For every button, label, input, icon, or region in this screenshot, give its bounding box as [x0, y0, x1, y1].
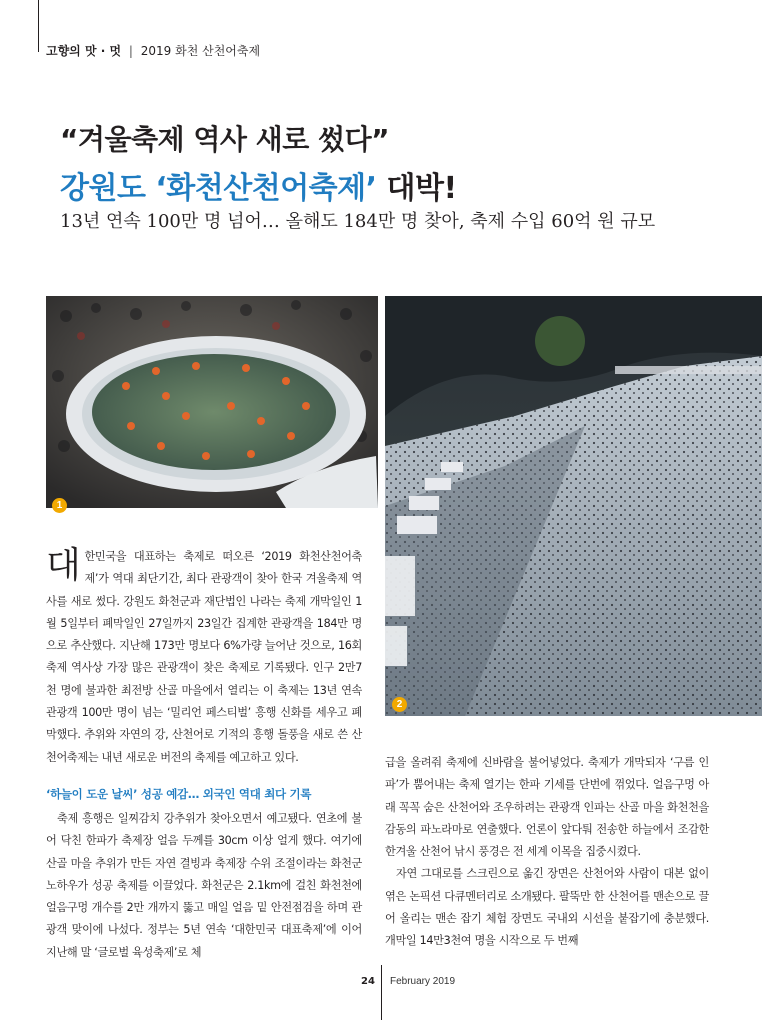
body-paragraph-2 — [46, 808, 362, 964]
paragraph-text: 축제 흥행은 일찌감치 강추위가 찾아오면서 예고됐다. 연초에 불어 닥친 한파가 축제장 얼음 두께를 30cm 이상 얼게 했다. 여기에 산골 마을 추위가 만든 자연 결빙과 축제장 수위 조절이라는 화천군 노하우가 성공 축제를 이끌었다. 화천군은 2.1km에 걸친 화천천에 얼음구멍 개수를 2만 개까지 뚫고 매일 얼음 밑 안전점검을 하며 관광객 맞이에 나섰다. 정부는 5년 연속 ‘대한민국 대표축제’에 이어 지난해 말 ‘글로벌 육성축제’로 체 — [46, 812, 362, 959]
photo1-number-badge: 1 — [52, 498, 67, 513]
issue-date: February 2019 — [390, 976, 456, 987]
section-topic: 2019 화천 산천어축제 — [140, 44, 261, 58]
headline-subtitle: 13년 연속 100만 명 넘어… 올해도 184만 명 찾아, 축제 수입 60억 원 규모 — [60, 211, 656, 232]
headline-line2 — [60, 163, 457, 207]
page-number: 24 — [361, 976, 375, 987]
right-paragraph-2: 자연 그대로를 스크린으로 옮긴 장면은 산천어와 사람이 대본 없이 엮은 논픽션 다큐멘터리로 소개됐다. 팔뚝만 한 산천어를 맨손으로 끌어 올리는 맨손 잡기 체험 장면도 국내외 시선을 붙잡기에 충분했다. 개막일 14만3천여 명을 시작으로 두 번째 — [385, 867, 709, 948]
photo-frozen-river-crowd — [385, 296, 762, 716]
headline-festival-name: 강원도 ‘화천산천어축제’ — [60, 171, 377, 206]
headline-exclaim: 대박! — [376, 171, 457, 206]
photo2-number-badge: 2 — [392, 697, 407, 712]
running-head-separator: | — [128, 44, 133, 58]
footer-rule — [381, 965, 382, 1020]
intro-paragraph — [46, 546, 362, 769]
running-head — [46, 42, 260, 59]
dropcap: 대 — [46, 545, 81, 586]
photo-ice-fishing-pool — [46, 296, 378, 508]
intro-text: 한민국을 대표하는 축제로 떠오른 ‘2019 화천산천어축제’가 역대 최단기간, 최다 관광객이 찾아 한국 겨울축제 역사를 새로 썼다. 강원도 화천군과 재단법인 나라는 축제 개막일인 1월 5일부터 폐막일인 27일까지 23일간 집계한 관광객을 184만 명으로 추산했다. 지난해 173만 명보다 6%가량 늘어난 것으로, 16회 축제 역사상 가장 많은 관광객이 찾은 축제로 기록됐다. 인구 2만7천 명에 불과한 최전방 산골 마을에서 열리는 이 축제는 13년 연속 관광객 100만 명이 넘는 ‘밀리언 페스티벌’ 흥행 신화를 세우고 폐막했다. 추위와 자연의 강, 산천어로 기적의 흥행 돌풍을 새로 쓴 산천어축제는 내년 새로운 버전의 축제를 예고하고 있다. — [46, 550, 362, 764]
top-rule — [38, 0, 39, 52]
right-column — [385, 752, 709, 953]
right-paragraph-1: 급을 올려줘 축제에 신바람을 불어넣었다. 축제가 개막되자 ‘구름 인파’가 뿜어내는 축제 열기는 한파 기세를 단번에 꺾었다. 얼음구멍 아래 꼭꼭 숨은 산천어와 조우하려는 관광객 인파는 산골 마을 화천천을 감동의 파노라마로 연출했다. 언론이 앞다퉈 전송한 하늘에서 조감한 한겨울 산천어 낚시 풍경은 전 세계 이목을 집중시켰다. — [385, 756, 709, 859]
section-subhead: ‘하늘이 도운 날씨’ 성공 예감… 외국인 역대 최다 기록 — [46, 787, 312, 801]
headline-line1: “겨울축제 역사 새로 썼다” — [60, 123, 390, 156]
section-name: 고향의 맛 · 멋 — [46, 44, 122, 58]
